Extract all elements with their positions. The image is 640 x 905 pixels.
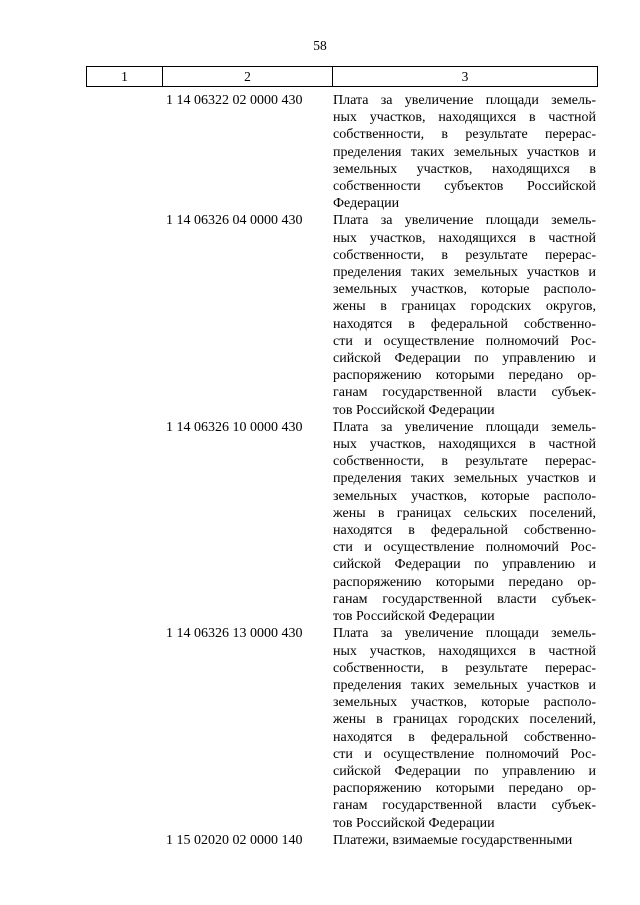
table-body [86,92,598,849]
description-line: ных участков, находящихся в частной [333,643,596,659]
description-line: ганам государственной власти субъек- [333,385,596,401]
revenue-description [332,419,596,625]
column-header-3: 3 [461,69,469,84]
description-line: Плата за увеличение площади земель- [333,213,596,229]
description-line: жены в границах городских поселений, [333,712,596,728]
description-line: ных участков, находящихся в частной [333,437,596,453]
revenue-description [332,92,596,212]
description-line: тов Российской Федерации [333,402,495,418]
description-line: жены в границах городских округов, [333,299,596,315]
table-row [162,832,598,849]
description-line: находятся в федеральной собственно- [333,316,596,332]
column-header-1: 1 [87,67,163,86]
description-line: жены в границах сельских поселений, [333,505,596,521]
description-line: собственности, в результате перерас- [333,454,596,470]
description-line: пределения таких земельных участков и [333,265,596,281]
description-line: распоряжению которыми передано ор- [333,781,596,797]
description-line: Плата за увеличение площади земель- [333,626,596,642]
description-line: пределения таких земельных участков и [333,677,596,693]
column-header-2: 2 [163,67,333,86]
description-line: сти и осуществление полномочий Рос- [333,333,596,349]
description-line: пределения таких земельных участков и [333,471,596,487]
budget-classification-code: 1 14 06322 02 0000 430 [166,93,303,108]
description-line: земельных участков, которые располо- [333,282,596,298]
page-number: 58 [313,38,327,53]
description-line: собственности, в результате перерас- [333,660,596,676]
description-line: ганам государственной власти субъек- [333,798,596,814]
revenue-description [332,832,596,849]
description-line: земельных участков, находящихся в [333,161,596,177]
description-line: земельных участков, которые располо- [333,695,596,711]
table-row [162,419,598,625]
description-line: тов Российской Федерации [333,609,495,625]
description-line: пределения таких земельных участков и [333,144,596,160]
description-line: собственности, в результате перерас- [333,247,596,263]
description-line: Платежи, взимаемые государственными [333,832,573,848]
description-line: Федерации [333,196,400,212]
description-line: сти и осуществление полномочий Рос- [333,746,596,762]
table-row [162,92,598,212]
revenue-description [332,625,596,831]
description-line: земельных участков, которые располо- [333,488,596,504]
description-line: собственности субъектов Российской [333,179,596,195]
description-line: находятся в федеральной собственно- [333,729,596,745]
table-row [162,625,598,831]
description-line: сийской Федерации по управлению и [333,763,596,779]
description-line: ных участков, находящихся в частной [333,110,596,126]
table-row [162,212,598,418]
description-line: собственности, в результате перерас- [333,127,596,143]
description-line: сийской Федерации по управлению и [333,351,596,367]
budget-classification-code: 1 15 02020 02 0000 140 [166,832,303,848]
table-header-row [86,66,598,87]
description-line: Плата за увеличение площади земель- [333,419,596,435]
budget-classification-code: 1 14 06326 10 0000 430 [166,419,303,435]
description-line: ганам государственной власти субъек- [333,591,596,607]
budget-classification-code: 1 14 06326 04 0000 430 [166,213,303,229]
budget-classification-code: 1 14 06326 13 0000 430 [166,626,303,642]
revenue-codes-table [86,66,598,849]
description-line: распоряжению которыми передано ор- [333,574,596,590]
description-line: сти и осуществление полномочий Рос- [333,540,596,556]
description-line: находятся в федеральной собственно- [333,523,596,539]
description-line: распоряжению которыми передано ор- [333,368,596,384]
description-line: Плата за увеличение площади земель- [333,93,596,108]
description-line: тов Российской Федерации [333,815,495,831]
description-line: сийской Федерации по управлению и [333,557,596,573]
description-line: ных участков, находящихся в частной [333,230,596,246]
revenue-description [332,212,596,418]
